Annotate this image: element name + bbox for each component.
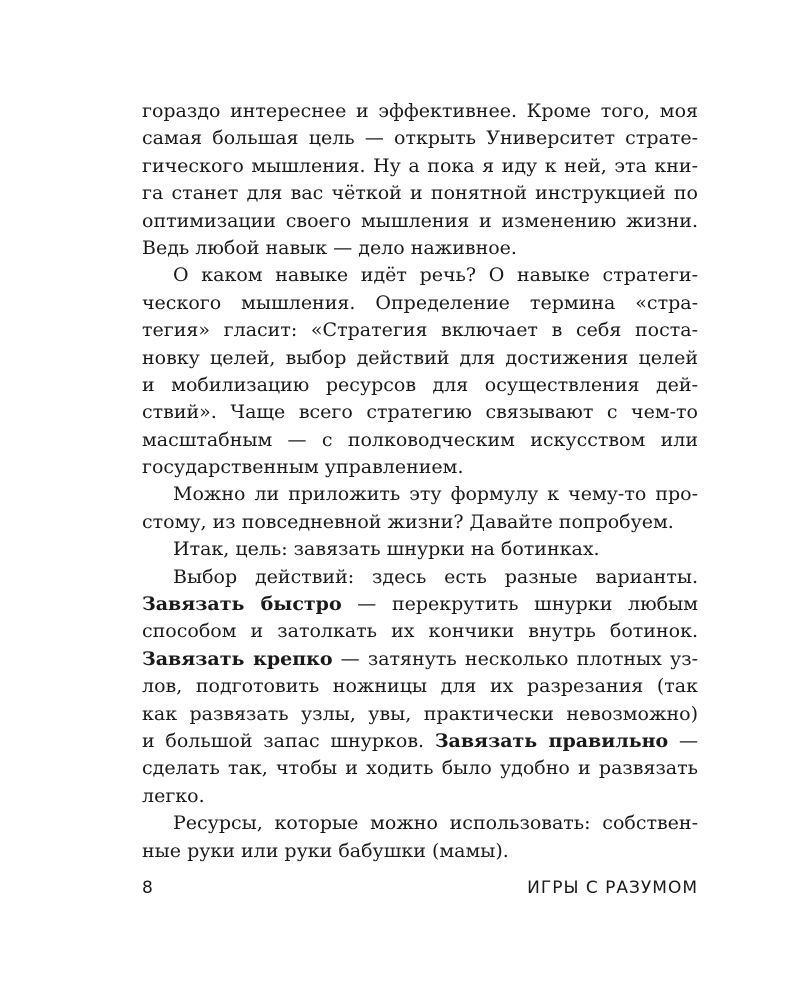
text-line: тегия» гласит: «Стратегия включает в себя поста- <box>142 319 698 342</box>
text-line: оптимизации своего мышления и изменению жизни. <box>142 209 698 232</box>
text-line: ческого мышления. Определение термина «стра- <box>142 291 698 314</box>
text-line: легко. <box>142 784 205 807</box>
text-line: ствий». Чаще всего стратегию связывают с чем-то <box>142 401 698 424</box>
line-text: — перекрутить шнурки любым <box>341 593 698 616</box>
text-line: стому, из повседневной жизни? Давайте попробуем. <box>142 510 674 533</box>
text-line: Итак, цель: завязать шнурки на ботинках. <box>173 538 600 561</box>
text-line <box>142 646 698 673</box>
text-line: государственным управлением. <box>142 456 464 479</box>
bold-term: Завязать быстро <box>142 593 342 616</box>
text-line <box>142 728 698 755</box>
text-line: Ведь любой навык — дело наживное. <box>142 236 517 259</box>
text-line: Выбор действий: здесь есть разные варианты. <box>173 565 698 588</box>
text-line: самая большая цель — открыть Университет страте- <box>142 127 698 150</box>
text-line: сделать так, чтобы и ходить было удобно и развязать <box>142 757 698 780</box>
text-line: О каком навыке идёт речь? О навыке стратеги- <box>173 264 698 287</box>
line-text: — затянуть несколько плотных уз- <box>332 647 698 670</box>
text-line: и мобилизацию ресурсов для осуществления дей- <box>142 373 698 396</box>
text-line: гораздо интереснее и эффективнее. Кроме того, моя <box>142 100 698 122</box>
page-footer <box>142 878 698 902</box>
bold-term: Завязать крепко <box>142 647 333 670</box>
text-line: лов, подготовить ножницы для их разрезания (так <box>142 675 698 698</box>
text-line: способом и затолкать их кончики внутрь ботинок. <box>142 620 698 643</box>
bold-term: Завязать правильно <box>434 729 669 752</box>
body-text <box>142 98 698 865</box>
line-text: и большой запас шнурков. <box>142 729 435 752</box>
text-line: гического мышления. Ну а пока я иду к ней, эта кни- <box>142 154 698 177</box>
text-line: Можно ли приложить эту формулу к чему-то про- <box>173 483 698 506</box>
page-number: 8 <box>142 878 153 898</box>
text-line <box>142 591 698 618</box>
line-text: — <box>668 729 698 752</box>
running-title: ИГРЫ С РАЗУМОМ <box>527 878 698 898</box>
text-line: га станет для вас чёткой и понятной инструкцией по <box>142 182 698 205</box>
text-line: ные руки или руки бабушки (мамы). <box>142 839 509 862</box>
text-line: новку целей, выбор действий для достижения целей <box>142 346 698 369</box>
text-line: Ресурсы, которые можно использовать: собствен- <box>173 812 698 835</box>
text-line: как развязать узлы, увы, практически невозможно) <box>142 702 698 725</box>
text-line: масштабным — с полководческим искусством или <box>142 428 698 451</box>
